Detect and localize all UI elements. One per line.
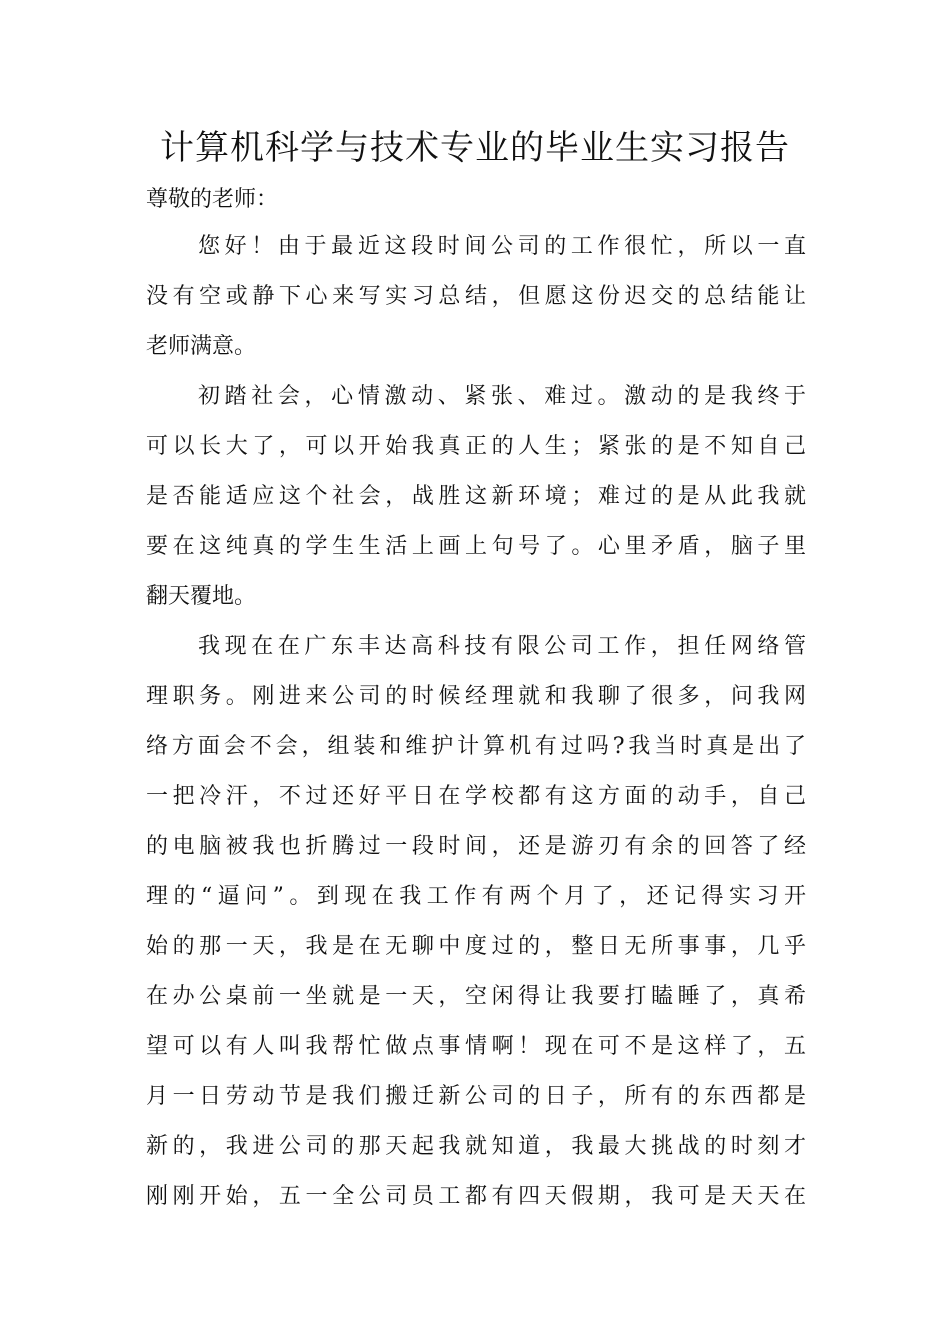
paragraph-line: 是否能适应这个社会，战胜这新环境；难过的是从此我就 bbox=[146, 484, 806, 509]
paragraph-line: 望可以有人叫我帮忙做点事情啊！现在可不是这样了，五 bbox=[146, 1034, 806, 1059]
paragraph-line: 在办公桌前一坐就是一天，空闲得让我要打瞌睡了，真希 bbox=[146, 984, 806, 1009]
paragraph-line: 老师满意。 bbox=[146, 334, 257, 359]
paragraph-line: 络方面会不会，组装和维护计算机有过吗?我当时真是出了 bbox=[146, 734, 806, 759]
paragraph-line: 您好！由于最近这段时间公司的工作很忙，所以一直 bbox=[198, 234, 806, 259]
paragraph-line: 翻天覆地。 bbox=[146, 584, 257, 609]
paragraph-line: 刚刚开始，五一全公司员工都有四天假期，我可是天天在 bbox=[146, 1184, 806, 1209]
paragraph-line: 初踏社会，心情激动、紧张、难过。激动的是我终于 bbox=[198, 384, 806, 409]
paragraph-line: 要在这纯真的学生生活上画上句号了。心里矛盾，脑子里 bbox=[146, 534, 806, 559]
paragraph-line: 新的，我进公司的那天起我就知道，我最大挑战的时刻才 bbox=[146, 1134, 806, 1159]
paragraph-line: 理的“逼问”。到现在我工作有两个月了，还记得实习开 bbox=[146, 884, 806, 909]
paragraph-line: 的电脑被我也折腾过一段时间，还是游刃有余的回答了经 bbox=[146, 834, 806, 859]
paragraph-line: 始的那一天，我是在无聊中度过的，整日无所事事，几乎 bbox=[146, 934, 806, 959]
paragraph-line: 没有空或静下心来写实习总结，但愿这份迟交的总结能让 bbox=[146, 284, 806, 309]
salutation: 尊敬的老师： bbox=[146, 187, 279, 212]
paragraph-line: 一把冷汗，不过还好平日在学校都有这方面的动手，自己 bbox=[146, 784, 806, 809]
document-title: 计算机科学与技术专业的毕业生实习报告 bbox=[160, 128, 790, 168]
paragraph-line: 理职务。刚进来公司的时候经理就和我聊了很多，问我网 bbox=[146, 684, 806, 709]
paragraph-line: 可以长大了，可以开始我真正的人生；紧张的是不知自己 bbox=[146, 434, 806, 459]
paragraph-line: 月一日劳动节是我们搬迁新公司的日子，所有的东西都是 bbox=[146, 1084, 806, 1109]
paragraph-line: 我现在在广东丰达高科技有限公司工作，担任网络管 bbox=[198, 634, 806, 659]
